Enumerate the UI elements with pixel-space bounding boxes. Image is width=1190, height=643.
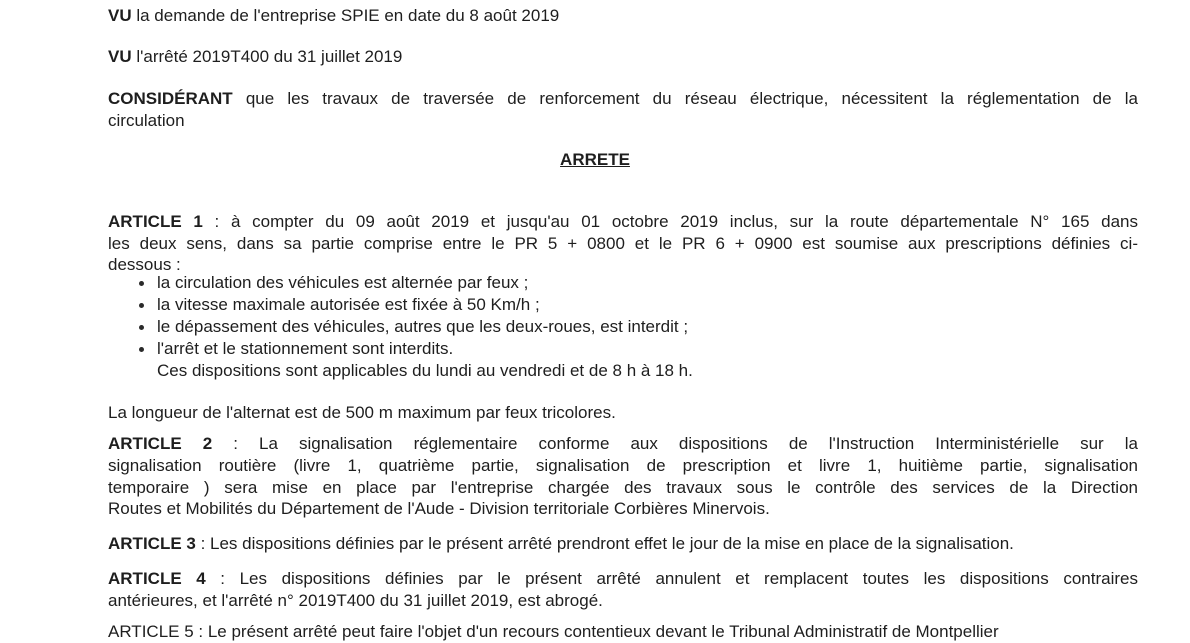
article4-label: ARTICLE 4 — [108, 569, 206, 588]
article2-text-cont: temporaire ) sera mise en place par l'entreprise chargée des travaux sous le contrôle des services de la Direction — [108, 478, 1138, 497]
vu-label: VU — [108, 6, 132, 25]
list-item: l'arrêt et le stationnement sont interdits. — [137, 338, 837, 360]
considerant-line-2 — [108, 110, 1138, 132]
article3-text: : Les dispositions définies par le présent arrêté prendront effet le jour de la mise en place de la signalisation. — [195, 534, 1014, 553]
article4-line-2 — [108, 590, 1138, 612]
schedule-line: Ces dispositions sont applicables du lundi au vendredi et de 8 h à 18 h. — [157, 361, 693, 380]
article2-line-4 — [108, 498, 1138, 520]
article2-text-cont: Routes et Mobilités du Département de l'Aude - Division territoriale Corbières Minervois. — [108, 499, 770, 518]
vu-arrete-line — [108, 46, 1138, 68]
vu-arrete-text: l'arrêté 2019T400 du 31 juillet 2019 — [131, 47, 403, 66]
article2-line-1 — [108, 433, 1138, 455]
considerant-line-1 — [108, 88, 1138, 110]
article5-partial-line — [108, 617, 1148, 641]
article2-text: : La signalisation réglementaire conforme aux dispositions de l'Instruction Interministérielle sur la — [212, 434, 1138, 453]
vu-label: VU — [108, 47, 132, 66]
prescriptions-list — [137, 272, 837, 360]
alternat-line: La longueur de l'alternat est de 500 m maximum par feux tricolores. — [108, 403, 616, 422]
article2-label: ARTICLE 2 — [108, 434, 213, 453]
vu-demande-line — [108, 5, 1138, 27]
article3-label: ARTICLE 3 — [108, 534, 196, 553]
article2-text-cont: signalisation routière (livre 1, quatrième partie, signalisation de prescription et livre 1, huitième partie, signalisation — [108, 456, 1138, 475]
article5-text: ARTICLE 5 : Le présent arrêté peut faire l'objet d'un recours contentieux devant le Tribunal Administratif de Montpellier — [108, 622, 999, 641]
arrete-heading: ARRETE — [560, 150, 630, 169]
article2-line-3 — [108, 477, 1138, 499]
article1-text: : à compter du 09 août 2019 et jusqu'au 01 octobre 2019 inclus, sur la route départementale N° 165 dans — [202, 212, 1138, 231]
considerant-text: que les travaux de traversée de renforcement du réseau électrique, nécessitent la réglementation de la — [232, 89, 1138, 108]
article1-line-2 — [108, 233, 1138, 255]
article4-line-1 — [108, 568, 1138, 590]
considerant-label: CONSIDÉRANT — [108, 89, 233, 108]
list-item: la vitesse maximale autorisée est fixée à 50 Km/h ; — [137, 294, 837, 316]
article1-line-1 — [108, 211, 1138, 233]
article1-label: ARTICLE 1 — [108, 212, 203, 231]
considerant-text-cont: circulation — [108, 111, 185, 130]
article4-text-cont: antérieures, et l'arrêté n° 2019T400 du 31 juillet 2019, est abrogé. — [108, 591, 603, 610]
article4-text: : Les dispositions définies par le présent arrêté annulent et remplacent toutes les dispositions contraires — [205, 569, 1138, 588]
article3-line — [108, 533, 1138, 555]
article1-text-cont: dessous : — [108, 255, 181, 274]
vu-demande-text: la demande de l'entreprise SPIE en date du 8 août 2019 — [131, 6, 560, 25]
article2-line-2 — [108, 455, 1138, 477]
list-item: la circulation des véhicules est alternée par feux ; — [137, 272, 837, 294]
list-item: le dépassement des véhicules, autres que les deux-roues, est interdit ; — [137, 316, 837, 338]
article1-text-cont: les deux sens, dans sa partie comprise entre le PR 5 + 0800 et le PR 6 + 0900 est soumise aux prescriptions définies ci- — [108, 234, 1138, 253]
